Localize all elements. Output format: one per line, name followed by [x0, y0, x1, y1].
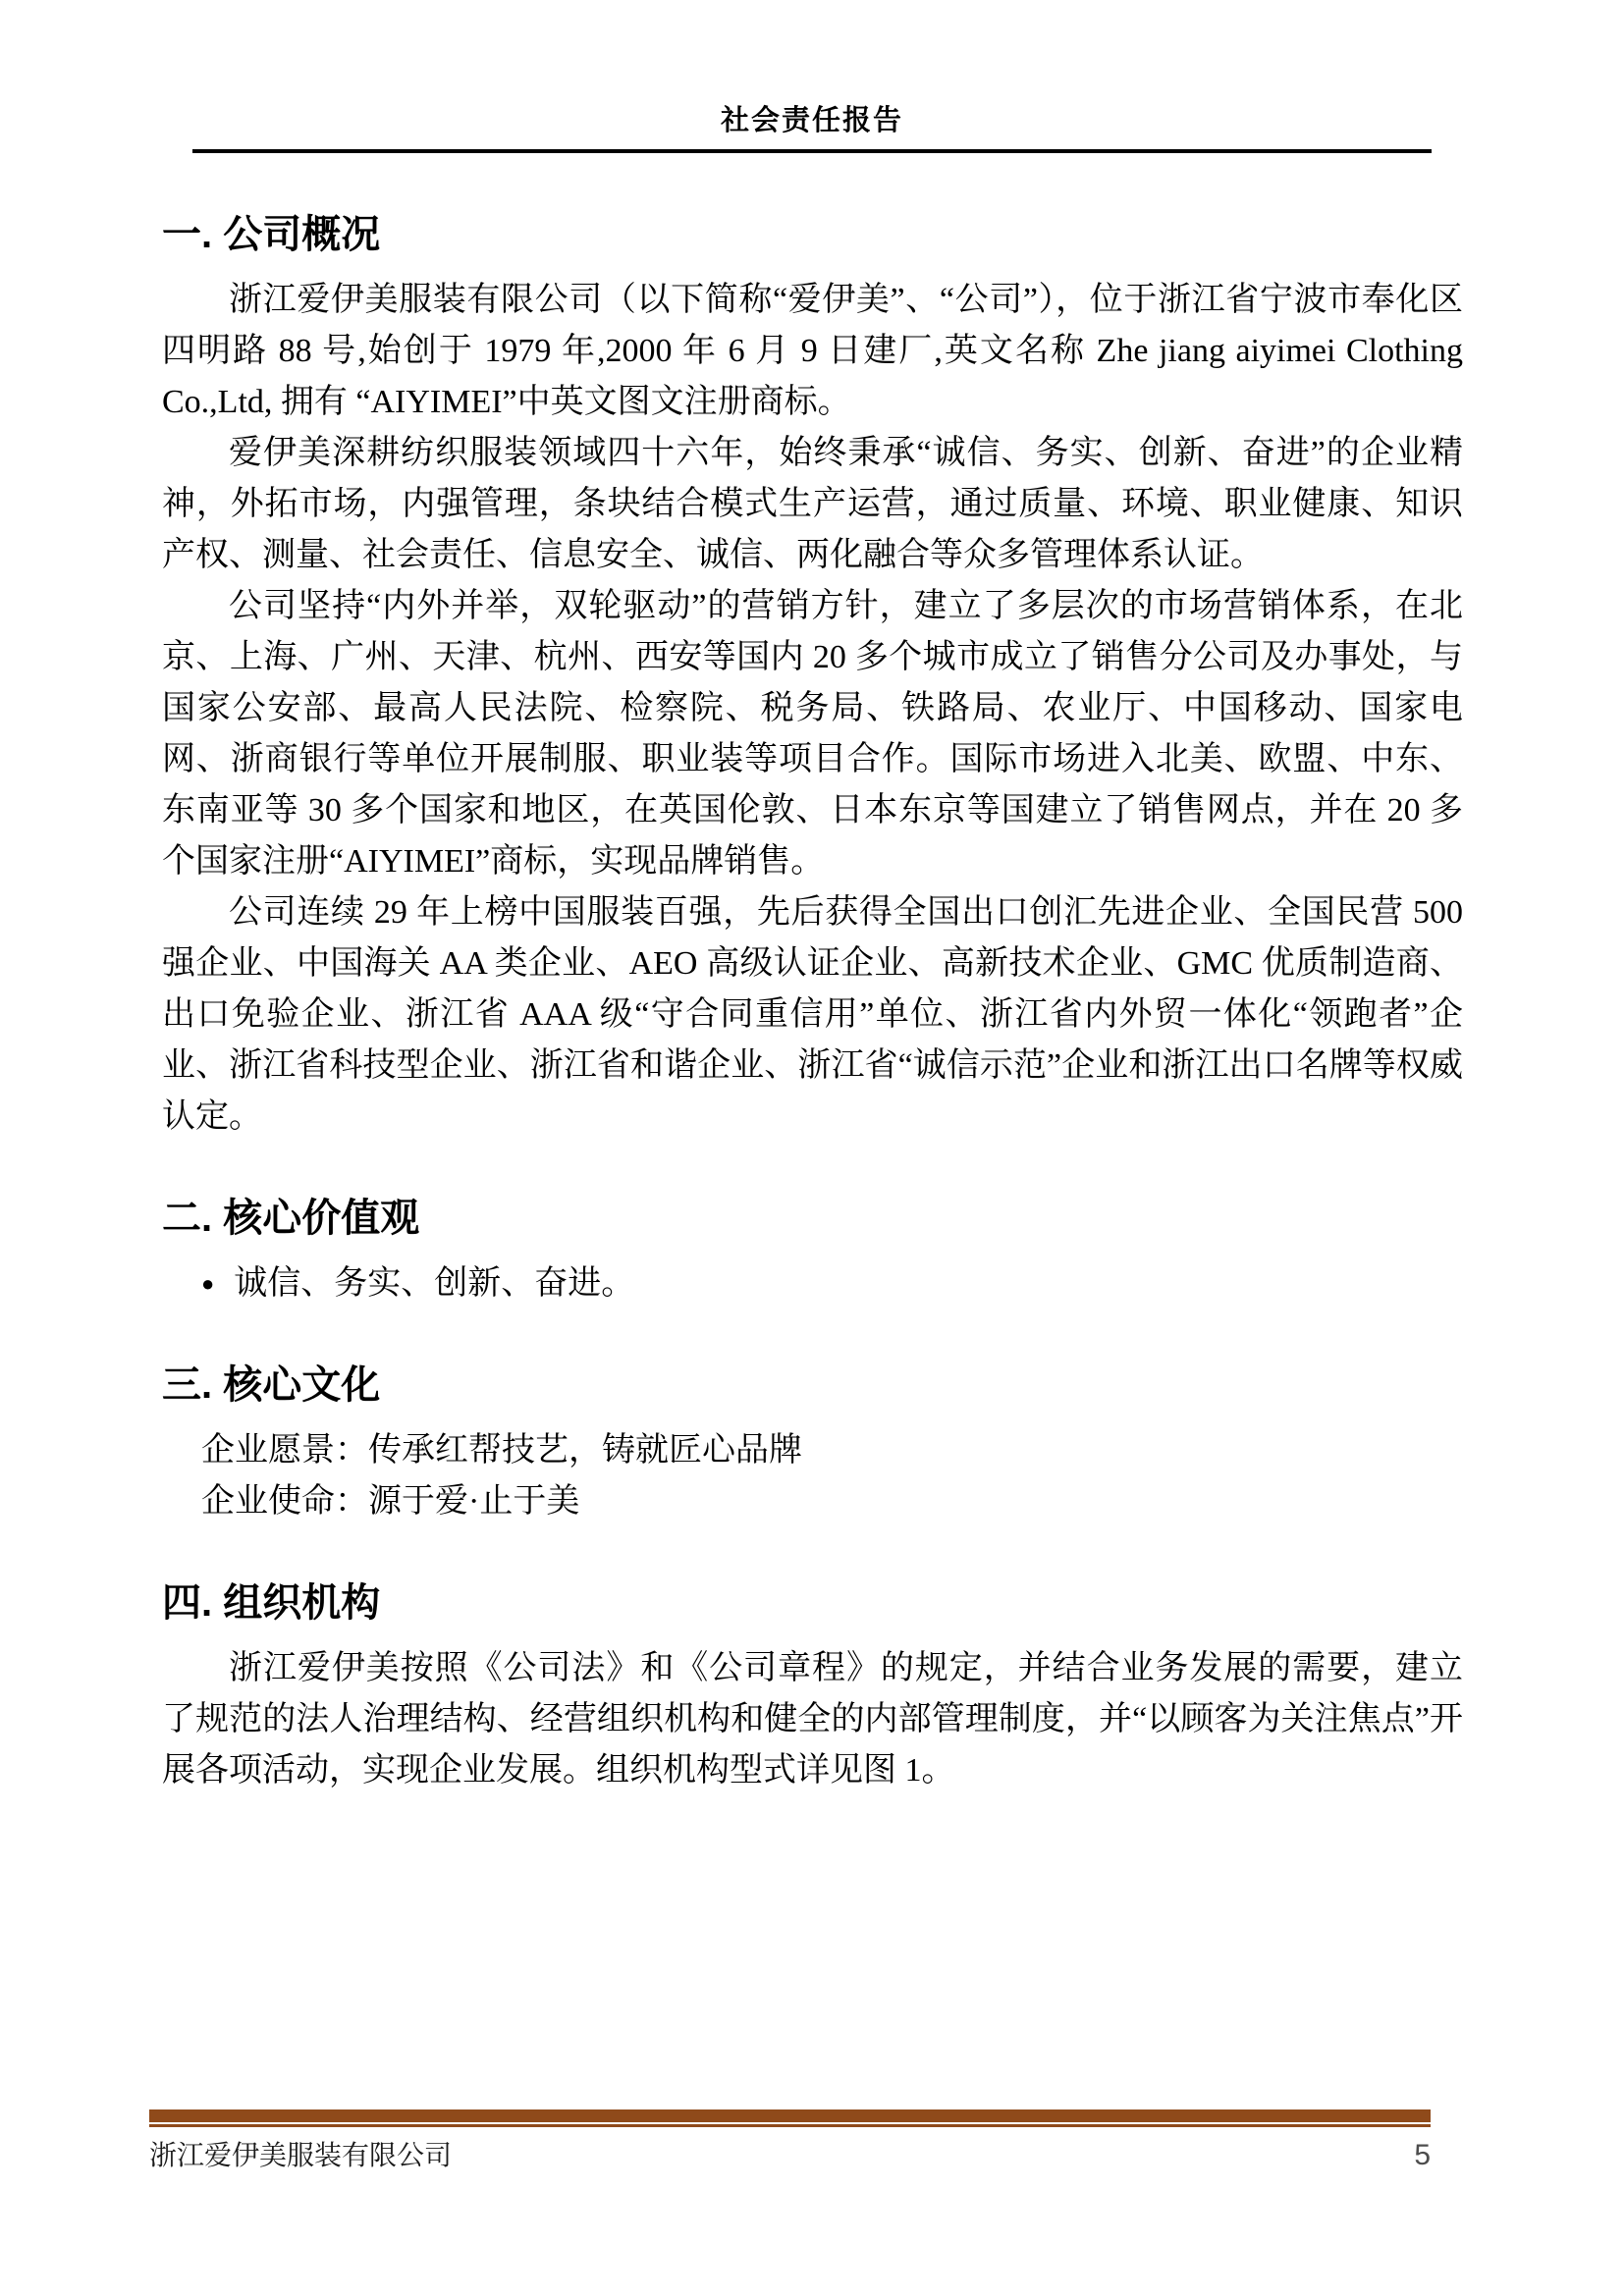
document-body: [162, 210, 1463, 1796]
paragraph: 公司坚持“内外并举，双轮驱动”的营销方针，建立了多层次的市场营销体系，在北京、上海、广州、天津、杭州、西安等国内 20 多个城市成立了销售分公司及办事处，与国家公安部、最高人民法院、检察院、税务局、铁路局、农业厅、中国移动、国家电网、浙商银行等单位开展制服、职业装等项目合作。国际市场进入北美、欧盟、中东、东南亚等 30 多个国家和地区，在英国伦敦、日本东京等国建立了销售网点，并在 20 多个国家注册“AIYIMEI”商标，实现品牌销售。: [162, 588, 1463, 880]
page-footer: [149, 2109, 1431, 2173]
bullet-icon: ●: [201, 1271, 215, 1296]
culture-vision-line: 企业愿景：传承红帮技艺，铸就匠心品牌: [201, 1432, 802, 1468]
section-heading-company-overview: 一. 公司概况: [162, 213, 381, 256]
paragraph: 浙江爱伊美按照《公司法》和《公司章程》的规定，并结合业务发展的需要，建立了规范的法人治理结构、经营组织机构和健全的内部管理制度，并“以顾客为关注焦点”开展各项活动，实现企业发展。组织机构型式详见图 1。: [162, 1650, 1463, 1789]
section-heading-core-culture: 三. 核心文化: [162, 1363, 381, 1407]
footer-page-number: 5: [1414, 2139, 1431, 2171]
paragraph: 爱伊美深耕纺织服装领域四十六年，始终秉承“诚信、务实、创新、奋进”的企业精神，外拓市场，内强管理，条块结合模式生产运营，通过质量、环境、职业健康、知识产权、测量、社会责任、信息安全、诚信、两化融合等众多管理体系认证。: [162, 435, 1463, 573]
footer-row: [149, 2134, 1431, 2173]
bullet-item-text: 诚信、务实、创新、奋进。: [234, 1265, 635, 1302]
bullet-list-item: [201, 1258, 1463, 1309]
footer-rule-thin: [149, 2124, 1431, 2127]
page-header-title: 社会责任报告: [720, 105, 903, 136]
culture-mission-line: 企业使命：源于爱·止于美: [201, 1483, 580, 1520]
section-heading-core-values: 二. 核心价值观: [162, 1197, 420, 1240]
page-header: [192, 0, 1432, 153]
paragraph: 公司连续 29 年上榜中国服装百强，先后获得全国出口创汇先进企业、全国民营 500 强企业、中国海关 AA 类企业、AEO 高级认证企业、高新技术企业、GMC 优质制造商、出口免验企业、浙江省 AAA 级“守合同重信用”单位、浙江省内外贸一体化“领跑者”企业、浙江省科技型企业、浙江省和谐企业、浙江省“诚信示范”企业和浙江出口名牌等权威认定。: [162, 894, 1463, 1135]
paragraph: 浙江爱伊美服装有限公司（以下简称“爱伊美”、“公司”），位于浙江省宁波市奉化区四明路 88 号,始创于 1979 年,2000 年 6 月 9 日建厂,英文名称 Zhe jiang aiyimei Clothing Co.,Ltd, 拥有 “AIYIMEI”中英文图文注册商标。: [162, 282, 1463, 420]
section-heading-organization: 四. 组织机构: [162, 1581, 381, 1625]
footer-company-name: 浙江爱伊美服装有限公司: [149, 2140, 453, 2170]
footer-rule-thick: [149, 2109, 1431, 2122]
